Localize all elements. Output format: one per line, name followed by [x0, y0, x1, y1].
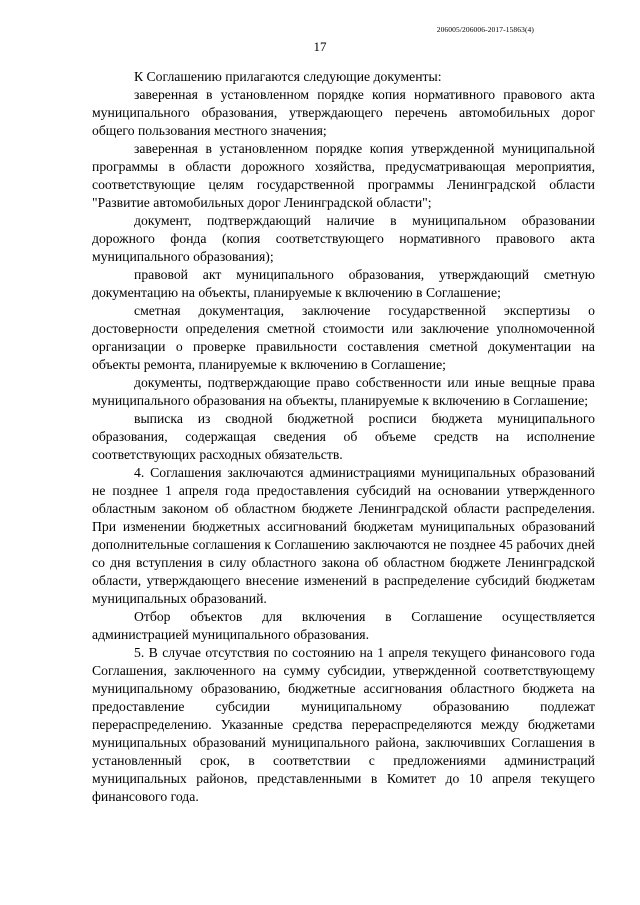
paragraph-clause-5: 5. В случае отсутствия по состоянию на 1 апреля текущего финансового года Соглашения, заключенного на сумму субсидии, утвержденной соответствующему муниципальному образованию, бюджетные ассигнования областного бюджета на предоставление субсидии муниципальному образованию подлежат перераспределению. Указанные средства перераспределяются между бюджетами муниципальных образований муниципального района, заключивших Соглашения в установленный срок, в соответствии с предложениями администраций муниципальных районов, представленными в Комитет до 10 апреля текущего финансового года. [92, 645, 595, 804]
paragraph-object-selection: Отбор объектов для включения в Соглашение осуществляется администрацией муниципального образования. [92, 609, 595, 642]
document-body [92, 68, 595, 806]
paragraph-estimate-documentation: сметная документация, заключение государственной экспертизы о достоверности определения сметной стоимости или заключение уполномоченной организации о проверке правильности составления сметной документации на объекты ремонта, планируемые к включению в Соглашение; [92, 303, 595, 372]
paragraph-road-fund: документ, подтверждающий наличие в муниципальном образовании дорожного фонда (копия соответствующего нормативного правового акта муниципального образования); [92, 213, 595, 264]
paragraph-road-list-act: заверенная в установленном порядке копия нормативного правового акта муниципального образования, утверждающего перечень автомобильных дорог общего пользования местного значения; [92, 87, 595, 138]
paragraph-attachments-intro: К Соглашению прилагаются следующие документы: [134, 69, 442, 84]
paragraph-ownership-documents: документы, подтверждающие право собственности или иные вещные права муниципального образования на объекты, планируемые к включению в Соглашение; [92, 375, 595, 408]
paragraph-budget-extract: выписка из сводной бюджетной росписи бюджета муниципального образования, содержащая сведения об объеме средств на исполнение соответствующих расходных обязательств. [92, 411, 595, 462]
paragraph-clause-4: 4. Соглашения заключаются администрациями муниципальных образований не позднее 1 апреля года предоставления субсидий на основании утвержденного областным законом об областном бюджете Ленинградской области распределения. При изменении бюджетных ассигнований бюджетам муниципальных образований дополнительные соглашения к Соглашению заключаются не позднее 45 рабочих дней со дня вступления в силу областного закона об областном бюджете Ленинградской области, утверждающего внесение изменений в распределение субсидий бюджетам муниципальных образований. [92, 465, 595, 606]
paragraph-municipal-program: заверенная в установленном порядке копия утвержденной муниципальной программы в области дорожного хозяйства, предусматривающая мероприятия, соответствующие целям государственной программы Ленинградской области "Развитие автомобильных дорог Ленинградской области"; [92, 141, 595, 210]
document-id: 206005/206006-2017-15863(4) [436, 25, 534, 34]
paragraph-estimate-act: правовой акт муниципального образования, утверждающий сметную документацию на объекты, планируемые к включению в Соглашение; [92, 267, 595, 300]
page-number: 17 [313, 39, 327, 54]
